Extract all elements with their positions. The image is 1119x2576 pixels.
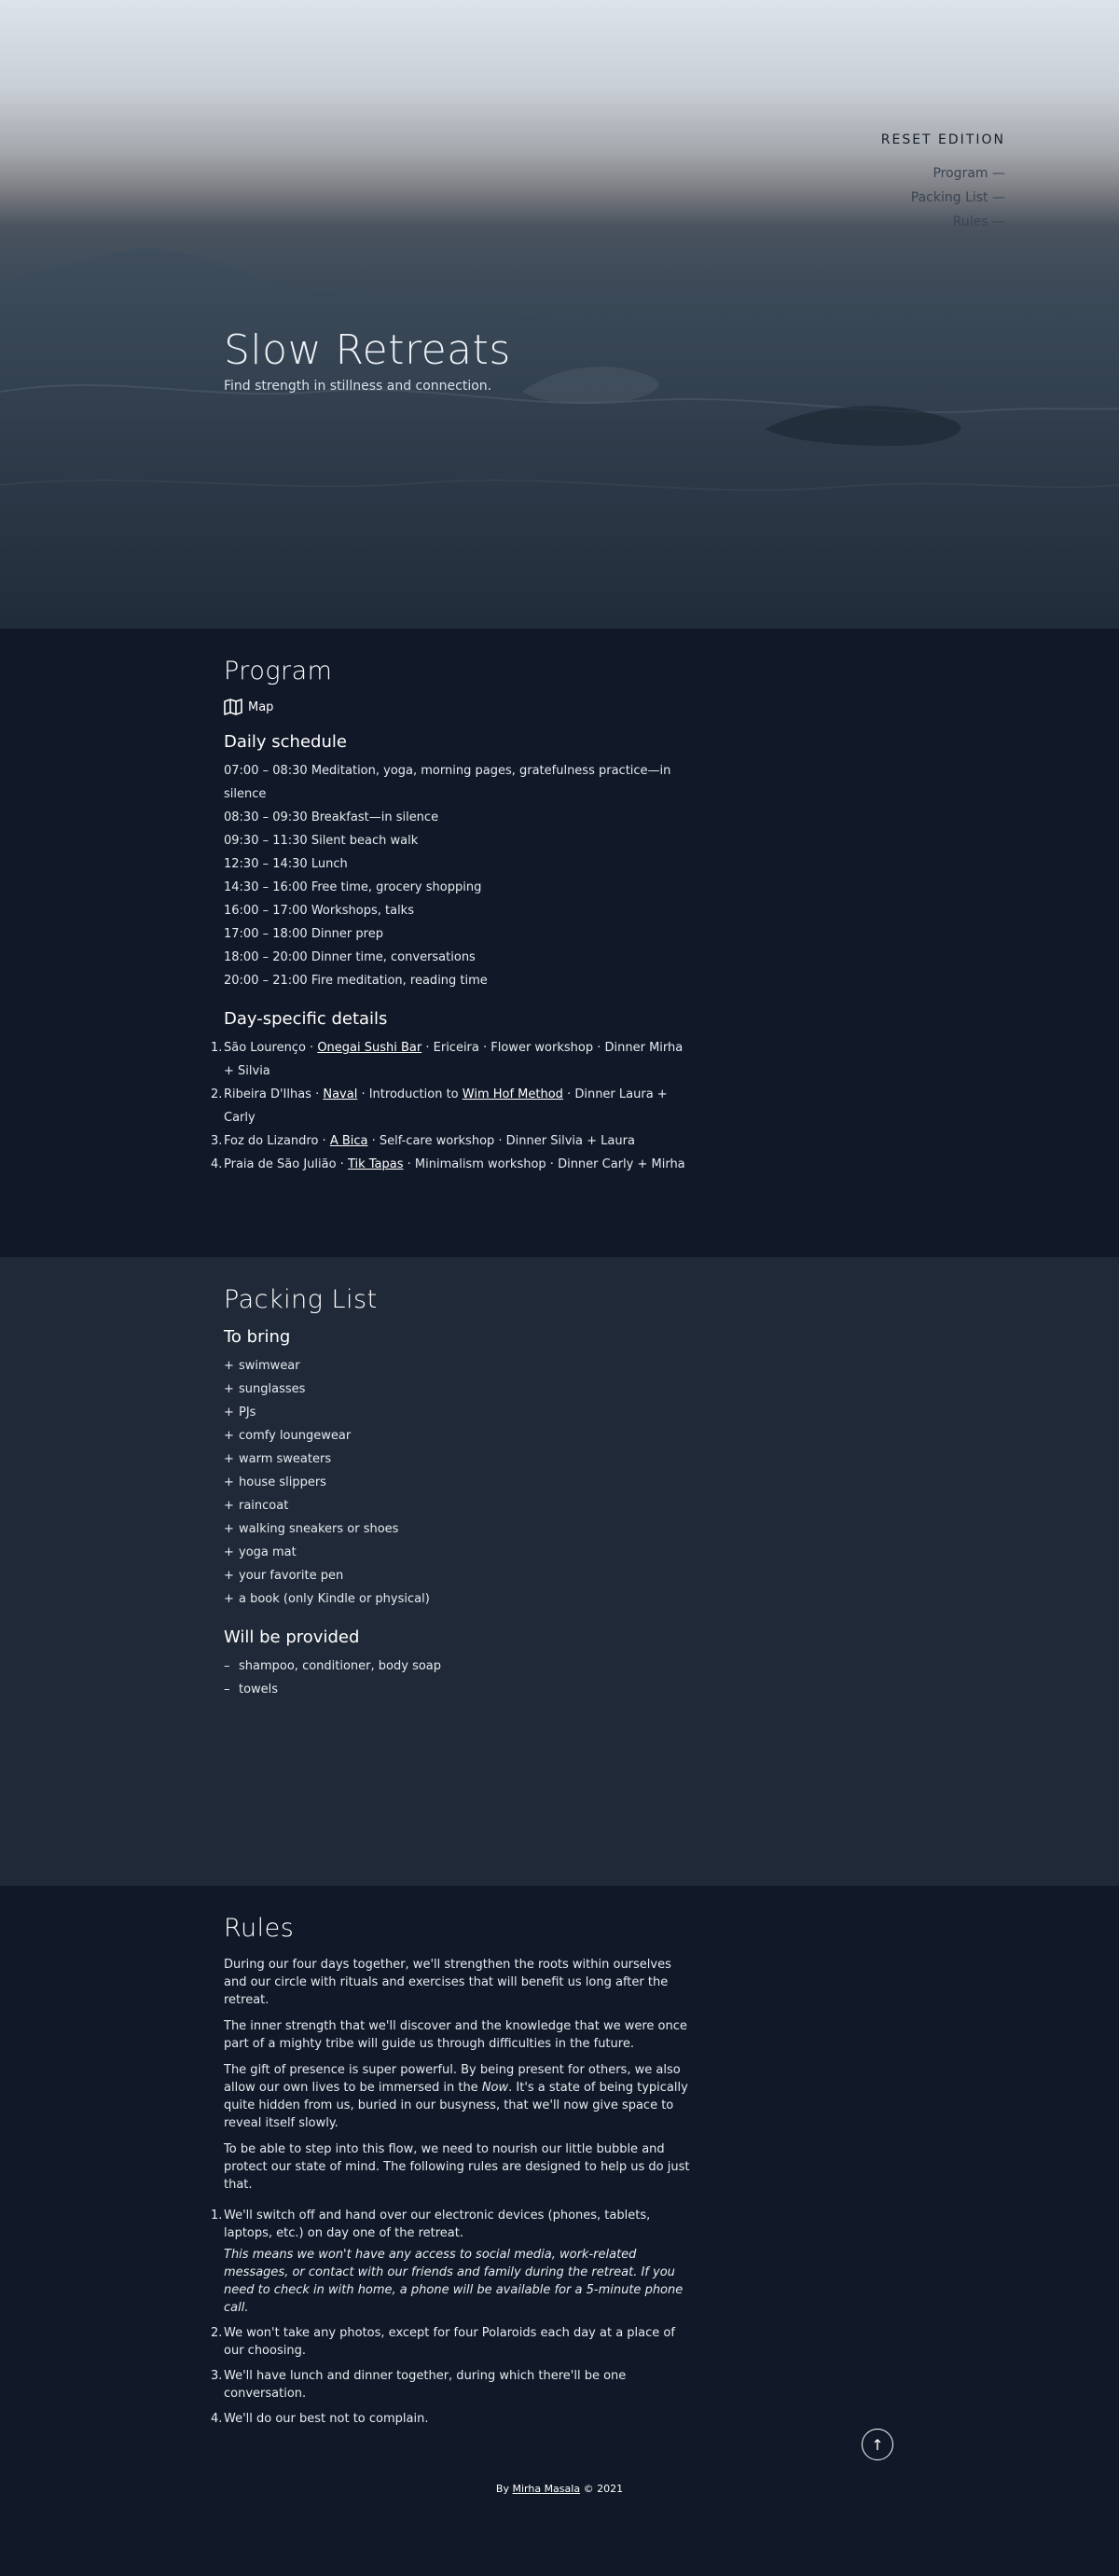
packing-title: Packing List (224, 1285, 378, 1314)
method-link[interactable]: Wim Hof Method (462, 1087, 563, 1101)
day-item (224, 1153, 690, 1176)
item-label: comfy loungewear (239, 1429, 352, 1443)
day-item (224, 1083, 690, 1129)
day-details-title: Day-specific details (224, 1009, 388, 1029)
plus-icon: + (224, 1522, 234, 1536)
schedule-item: 07:00 – 08:30 Meditation, yoga, morning pages, gratefulness practice—in silence (224, 764, 671, 801)
list-item (224, 1517, 690, 1541)
day-text: · Introduction to (357, 1087, 463, 1101)
plus-icon: + (224, 1359, 234, 1373)
item-label: walking sneakers or shoes (239, 1522, 399, 1536)
item-label: yoga mat (239, 1545, 297, 1559)
place-link[interactable]: A Bica (329, 1134, 368, 1148)
paragraph-text: The gift of presence is super powerful. By being present for others, we also allow our own lives to be immersed in the (224, 2063, 681, 2095)
day-text: São Lourenço · (224, 1041, 318, 1055)
emphasis-text: Now (481, 2081, 509, 2095)
rules-content (224, 1914, 690, 2435)
list-item (224, 1354, 690, 1378)
item-label: towels (239, 1683, 279, 1697)
footer-by: By (495, 2483, 513, 2495)
plus-icon: + (224, 1499, 234, 1513)
day-text: Ribeira D'Ilhas · (224, 1087, 324, 1101)
nav-program-link[interactable]: Program — (932, 166, 1005, 181)
day-text: · Minimalism workshop · Dinner Carly + Mirha (403, 1157, 685, 1171)
item-label: sunglasses (239, 1382, 306, 1396)
item-label: warm sweaters (239, 1452, 332, 1466)
list-item (224, 1378, 690, 1401)
item-label: PJs (239, 1406, 256, 1420)
list-item (224, 1447, 690, 1471)
plus-icon: + (224, 1545, 234, 1559)
to-bring-list (224, 1354, 690, 1611)
to-bring-title: To bring (224, 1327, 291, 1347)
place-link[interactable]: Tik Tapas (347, 1157, 404, 1171)
rules-paragraph: During our four days together, we'll strengthen the roots within ourselves and our circle with rituals and exercises that will benefit us long after the retreat. (224, 1958, 671, 2007)
list-item (224, 1424, 690, 1447)
rule-note: This means we won't have any access to social media, work-related messages, or contact with our friends and family during the retreat. If you need to check in with home, a phone will be available for a 5-minute phone call. (224, 2248, 684, 2315)
author-link[interactable]: Mirha Masala (512, 2483, 581, 2495)
back-to-top-button[interactable] (862, 2429, 893, 2460)
place-link[interactable]: Onegai Sushi Bar (317, 1041, 422, 1055)
list-item (224, 1587, 690, 1611)
edition-nav (881, 132, 1005, 239)
list-item (224, 1471, 690, 1494)
schedule-item: 20:00 – 21:00 Fire meditation, reading time (224, 974, 488, 988)
day-text: · Ericeira · Flower workshop · Dinner Mirha + Silvia (224, 1041, 684, 1078)
dash-icon: – (224, 1659, 230, 1673)
dash-icon: – (224, 1683, 230, 1697)
item-label: shampoo, conditioner, body soap (239, 1659, 442, 1673)
schedule-item: 12:30 – 14:30 Lunch (224, 857, 348, 871)
plus-icon: + (224, 1569, 234, 1583)
item-label: a book (only Kindle or physical) (239, 1592, 430, 1606)
provided-list (224, 1655, 690, 1701)
list-item (224, 1401, 690, 1424)
day-text: Praia de São Julião · (224, 1157, 348, 1171)
list-item (224, 1678, 690, 1701)
day-item (224, 1129, 690, 1153)
list-item (224, 1494, 690, 1517)
edition-label: RESET EDITION (880, 132, 1005, 147)
plus-icon: + (224, 1452, 234, 1466)
list-item (224, 1564, 690, 1587)
schedule-item: 17:00 – 18:00 Dinner prep (224, 927, 383, 941)
arrow-up-icon: ↑ (871, 2435, 884, 2454)
schedule-item: 16:00 – 17:00 Workshops, talks (224, 904, 414, 918)
item-label: raincoat (239, 1499, 289, 1513)
program-section (0, 629, 1119, 1257)
day-text: · Self-care workshop · Dinner Silvia + Laura (367, 1134, 635, 1148)
rule-item: We'll have lunch and dinner together, during which there'll be one conversation. (224, 2369, 627, 2401)
rule-text: We'll switch off and hand over our electronic devices (phones, tablets, laptops, etc.) on day one of the retreat. (224, 2209, 651, 2240)
rules-section (0, 1886, 1119, 2576)
program-title: Program (224, 657, 333, 686)
item-label: house slippers (239, 1475, 326, 1489)
daily-schedule-title: Daily schedule (224, 732, 347, 752)
section-nav (881, 166, 1005, 229)
program-content (224, 657, 690, 1176)
nav-rules-link[interactable]: Rules — (952, 215, 1005, 229)
list-item (224, 1655, 690, 1678)
day-details-list (224, 1036, 690, 1176)
hero (0, 0, 1119, 629)
schedule-item: 18:00 – 20:00 Dinner time, conversations (224, 950, 476, 964)
provided-title: Will be provided (224, 1627, 360, 1647)
schedule-item: 08:30 – 09:30 Breakfast—in silence (224, 810, 439, 824)
place-link[interactable]: Naval (323, 1087, 358, 1101)
packing-content (224, 1285, 690, 1701)
map-icon (224, 699, 242, 715)
daily-schedule (224, 759, 690, 992)
hero-subtitle: Find strength in stillness and connection. (224, 379, 492, 394)
day-text: · Dinner Laura + Carly (224, 1087, 668, 1125)
rules-title: Rules (224, 1914, 295, 1943)
footer-copyright: © 2021 (580, 2483, 624, 2495)
rules-paragraph (224, 2061, 690, 2132)
nav-packing-list-link[interactable]: Packing List — (910, 190, 1005, 205)
map-link[interactable] (224, 699, 690, 715)
rule-item: We won't take any photos, except for four Polaroids each day at a place of our choosing. (224, 2326, 675, 2358)
list-item (224, 1541, 690, 1564)
footer (0, 2483, 1119, 2495)
paragraph-text: . It's a state of being typically quite hidden from us, buried in our busyness, that we'll now give space to reveal itself slowly. (224, 2081, 688, 2130)
rules-paragraph: To be able to step into this flow, we need to nourish our little bubble and protect our state of mind. The following rules are designed to help us do just that. (224, 2142, 690, 2192)
rule-item: We'll do our best not to complain. (224, 2412, 429, 2426)
hero-title: Slow Retreats (224, 326, 511, 374)
rules-list (224, 2207, 690, 2428)
plus-icon: + (224, 1406, 234, 1420)
plus-icon: + (224, 1592, 234, 1606)
plus-icon: + (224, 1429, 234, 1443)
schedule-item: 09:30 – 11:30 Silent beach walk (224, 834, 419, 848)
item-label: your favorite pen (239, 1569, 344, 1583)
packing-list-section (0, 1257, 1119, 1886)
day-text: Foz do Lizandro · (224, 1134, 330, 1148)
plus-icon: + (224, 1382, 234, 1396)
rule-item (224, 2207, 690, 2317)
schedule-item: 14:30 – 16:00 Free time, grocery shopping (224, 880, 482, 894)
rules-paragraph: The inner strength that we'll discover and the knowledge that we were once part of a mighty tribe will guide us through difficulties in the future. (224, 2019, 687, 2051)
map-label: Map (248, 699, 274, 714)
item-label: swimwear (239, 1359, 300, 1373)
ocean-waves-image (0, 0, 1119, 629)
plus-icon: + (224, 1475, 234, 1489)
day-item (224, 1036, 690, 1083)
